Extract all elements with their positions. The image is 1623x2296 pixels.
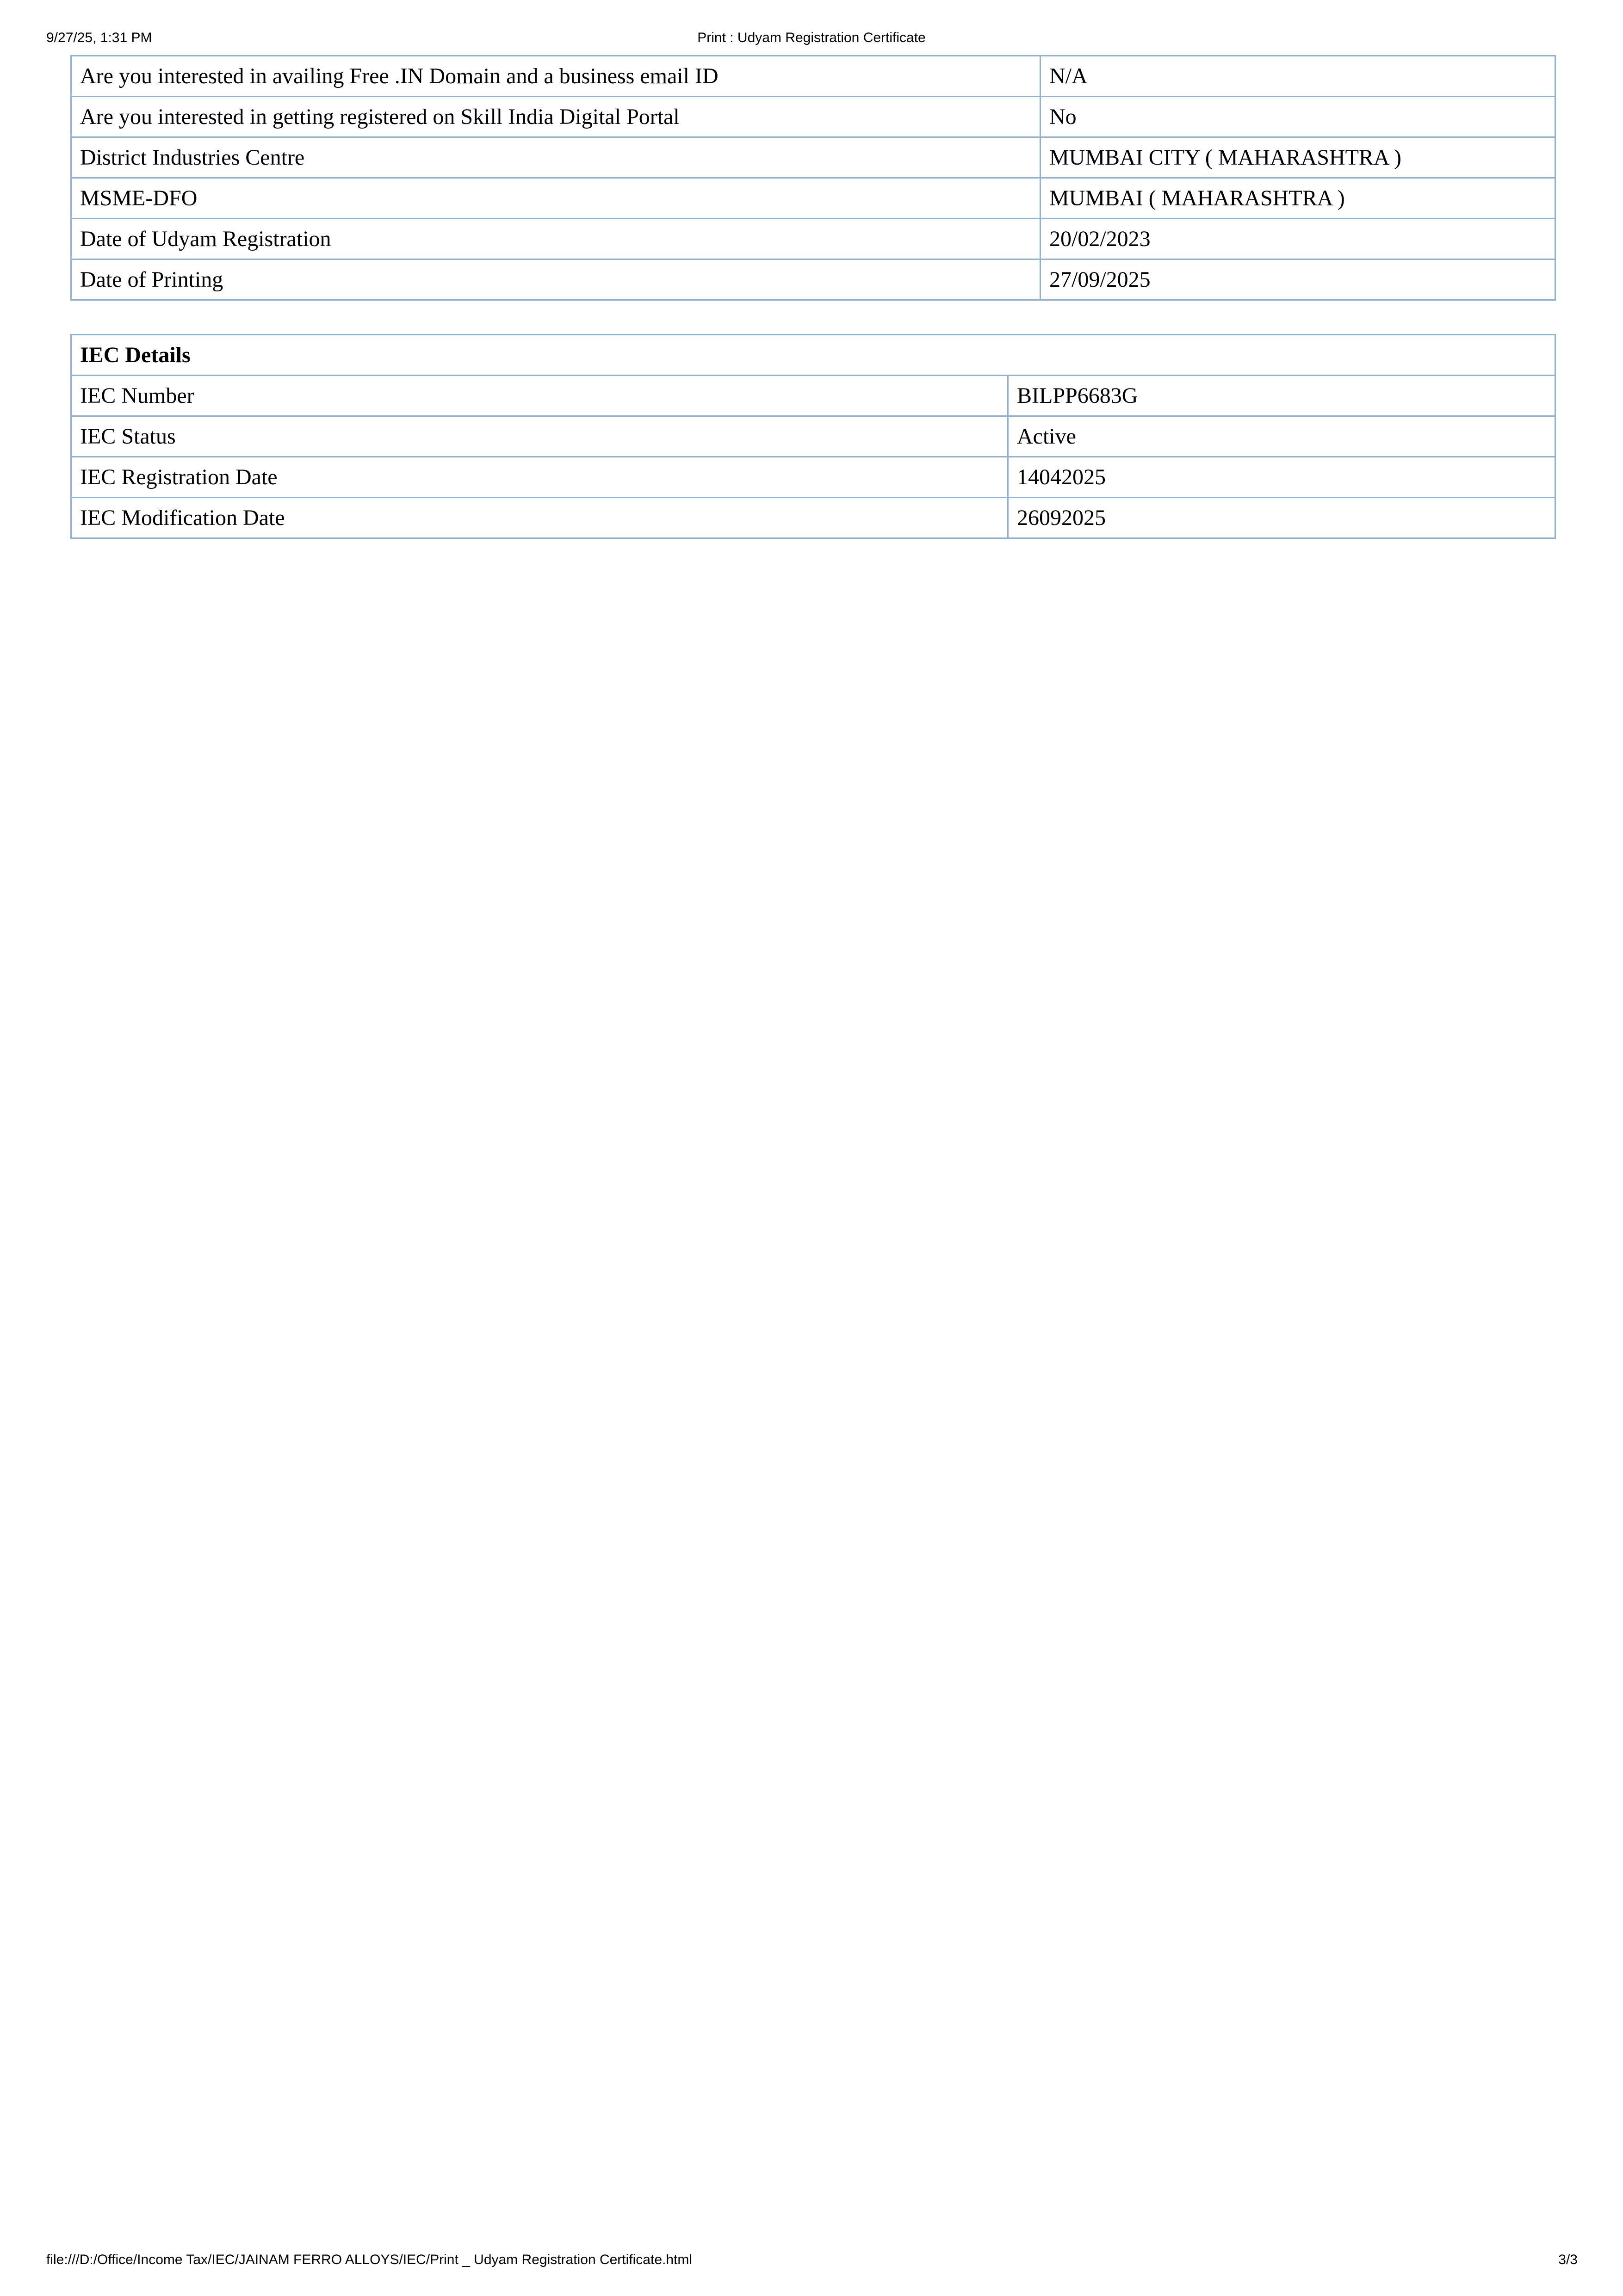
- iec-details-table: [70, 334, 1556, 539]
- table-row: [71, 376, 1555, 416]
- row-value: 26092025: [1008, 498, 1555, 538]
- row-value: MUMBAI CITY ( MAHARASHTRA ): [1041, 137, 1555, 178]
- print-page-title: Print : Udyam Registration Certificate: [697, 30, 926, 45]
- row-label: Are you interested in getting registered on Skill India Digital Portal: [71, 97, 1041, 137]
- table-row: [71, 56, 1555, 97]
- print-datetime: 9/27/25, 1:31 PM: [46, 30, 152, 45]
- print-header: [0, 24, 1623, 52]
- row-label: IEC Number: [71, 376, 1008, 416]
- row-value: Active: [1008, 416, 1555, 457]
- table-row: [71, 457, 1555, 498]
- table-row: [71, 259, 1555, 300]
- table-row: [71, 219, 1555, 259]
- row-label: IEC Status: [71, 416, 1008, 457]
- table-row: [71, 416, 1555, 457]
- file-path: file:///D:/Office/Income Tax/IEC/JAINAM FERRO ALLOYS/IEC/Print _ Udyam Registration Certificate.html: [46, 2252, 693, 2267]
- row-value: MUMBAI ( MAHARASHTRA ): [1041, 178, 1555, 219]
- table-row: [71, 97, 1555, 137]
- table-heading-row: [71, 335, 1555, 376]
- row-value: BILPP6683G: [1008, 376, 1555, 416]
- row-value: N/A: [1041, 56, 1555, 97]
- iec-section-heading: IEC Details: [71, 335, 1555, 376]
- row-label: District Industries Centre: [71, 137, 1041, 178]
- row-value: No: [1041, 97, 1555, 137]
- row-value: 20/02/2023: [1041, 219, 1555, 259]
- row-label: Date of Udyam Registration: [71, 219, 1041, 259]
- registration-details-table: [70, 55, 1556, 301]
- row-label: MSME-DFO: [71, 178, 1041, 219]
- table-row: [71, 137, 1555, 178]
- row-value: 14042025: [1008, 457, 1555, 498]
- row-label: Date of Printing: [71, 259, 1041, 300]
- row-label: Are you interested in availing Free .IN Domain and a business email ID: [71, 56, 1041, 97]
- row-label: IEC Modification Date: [71, 498, 1008, 538]
- row-label: IEC Registration Date: [71, 457, 1008, 498]
- print-footer: [0, 2246, 1623, 2274]
- table-row: [71, 498, 1555, 538]
- row-value: 27/09/2025: [1041, 259, 1555, 300]
- table-row: [71, 178, 1555, 219]
- page-number: 3/3: [1558, 2252, 1578, 2267]
